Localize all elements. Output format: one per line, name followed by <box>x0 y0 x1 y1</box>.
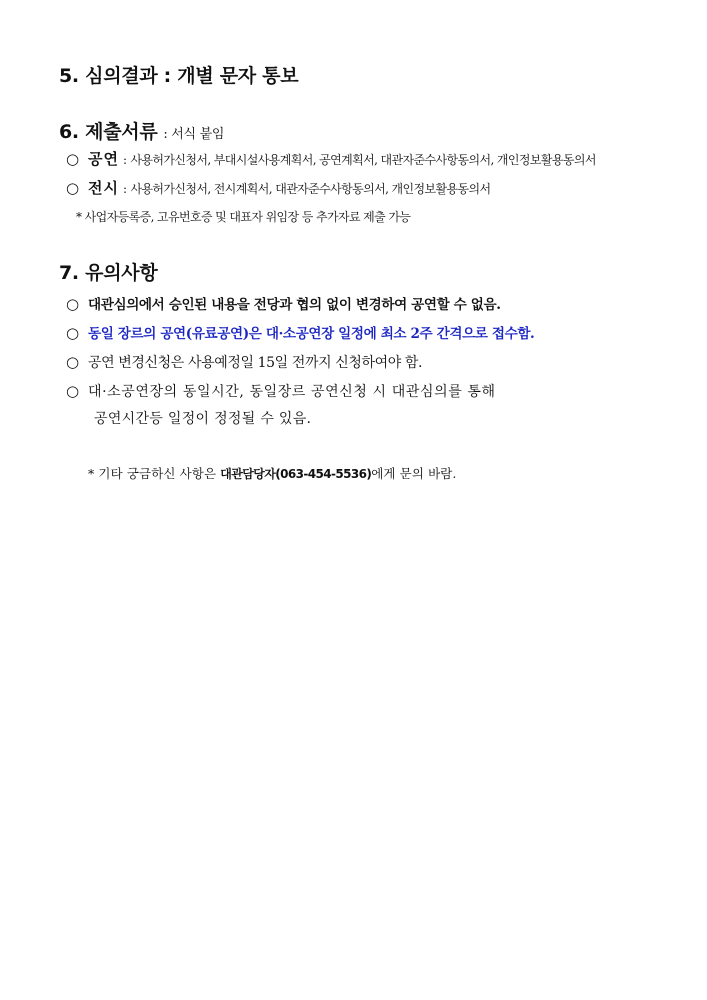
list-item-notice-4 <box>66 380 496 403</box>
contact-note <box>88 464 457 484</box>
item-text: 동일 장르의 공연(유료공연)은 대·소공연장 일정에 최소 2주 간격으로 접수함. <box>88 326 535 342</box>
list-item-notice-1 <box>66 293 501 316</box>
contact-person-phone: 대관담당자(063-454-5536) <box>220 467 372 481</box>
list-item-notice-2 <box>66 322 534 345</box>
circle-bullet-icon: ○ <box>66 382 80 400</box>
section-5-title: 5. 심의결과 : 개별 문자 통보 <box>59 65 299 87</box>
item-label: 공연 <box>88 150 119 168</box>
circle-bullet-icon: ○ <box>66 353 79 371</box>
item-colon: : <box>122 182 127 196</box>
section-7-title: 7. 유의사항 <box>59 262 158 284</box>
circle-bullet-icon: ○ <box>66 324 79 342</box>
section-6-title <box>59 120 224 147</box>
item-text: 사용허가신청서, 전시계획서, 대관자준수사항동의서, 개인정보활용동의서 <box>130 182 491 196</box>
item-text: 사용허가신청서, 부대시설사용계획서, 공연계획서, 대관자준수사항동의서, 개인정보활용동의서 <box>130 153 596 167</box>
circle-bullet-icon: ○ <box>66 295 79 313</box>
list-item-notice-4-continuation: 공연시간등 일정이 정정될 수 있음. <box>94 411 312 427</box>
item-text: 대·소공연장의 동일시간, 동일장르 공연신청 시 대관심의를 통해 <box>88 384 496 400</box>
list-item-performance-docs <box>66 150 596 169</box>
item-label: 전시 <box>88 179 119 197</box>
item-colon: : <box>122 153 127 167</box>
list-item-notice-3 <box>66 351 422 374</box>
item-text: 공연 변경신청은 사용예정일 15일 전까지 신청하여야 함. <box>88 355 423 371</box>
section-6-title-text: 6. 제출서류 <box>59 121 158 143</box>
section-6-note: * 사업자등록증, 고유번호증 및 대표자 위임장 등 추가자료 제출 가능 <box>76 210 411 224</box>
section-6-suffix: : 서식 붙임 <box>163 127 225 142</box>
contact-note-suffix: 에게 문의 바람. <box>371 466 457 481</box>
list-item-exhibition-docs <box>66 179 490 198</box>
circle-bullet-icon: ○ <box>66 150 79 168</box>
circle-bullet-icon: ○ <box>66 179 79 197</box>
contact-note-prefix: * 기타 궁금하신 사항은 <box>88 466 221 481</box>
item-text: 대관심의에서 승인된 내용을 전당과 협의 없이 변경하여 공연할 수 없음. <box>88 297 501 313</box>
